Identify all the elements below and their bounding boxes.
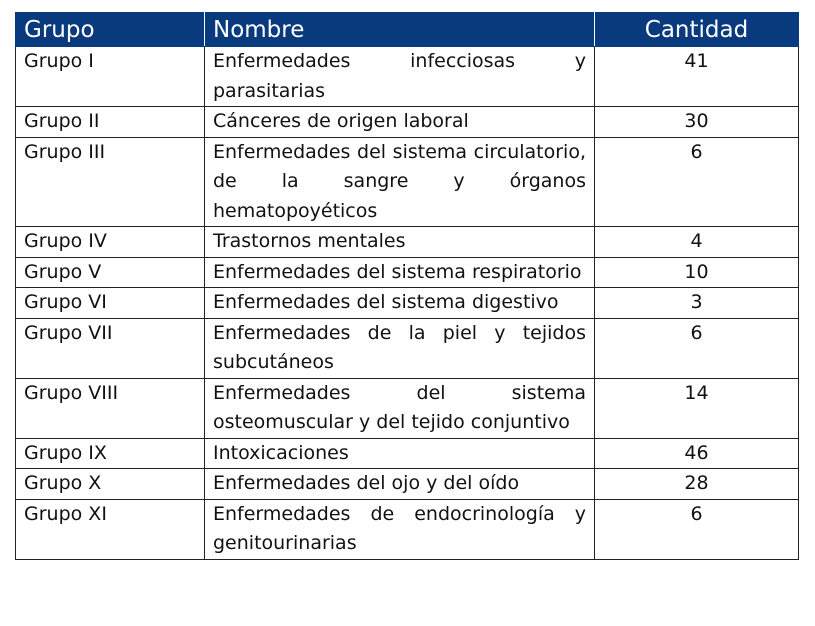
header-row [16,13,799,47]
table-row [16,137,799,227]
name-cell: Cánceres de origen laboral [205,107,595,138]
table-header [16,13,799,47]
group-cell: Grupo VII [16,318,205,378]
name-cell: Trastornos mentales [205,227,595,258]
name-cell: Enfermedades del ojo y del oído [205,469,595,500]
name-cell: Intoxicaciones [205,438,595,469]
header-name: Nombre [205,13,595,47]
group-cell: Grupo V [16,257,205,288]
name-cell: Enfermedades del sistema osteomuscular y del tejido conjuntivo [205,378,595,438]
table-row [16,257,799,288]
group-cell: Grupo XI [16,499,205,559]
table-row [16,288,799,319]
table-row [16,227,799,258]
table-row [16,499,799,559]
name-cell: Enfermedades infecciosas y parasitarias [205,47,595,107]
group-cell: Grupo X [16,469,205,500]
quantity-cell: 14 [595,378,799,438]
quantity-cell: 6 [595,499,799,559]
header-group: Grupo [16,13,205,47]
group-cell: Grupo III [16,137,205,227]
quantity-cell: 46 [595,438,799,469]
name-cell: Enfermedades de endocrinología y genitourinarias [205,499,595,559]
group-cell: Grupo IV [16,227,205,258]
name-cell: Enfermedades del sistema respiratorio [205,257,595,288]
group-cell: Grupo II [16,107,205,138]
table-row [16,378,799,438]
table-row [16,47,799,107]
name-cell: Enfermedades del sistema digestivo [205,288,595,319]
header-quantity: Cantidad [595,13,799,47]
quantity-cell: 10 [595,257,799,288]
table-row [16,107,799,138]
table-row [16,438,799,469]
quantity-cell: 6 [595,318,799,378]
quantity-cell: 41 [595,47,799,107]
quantity-cell: 4 [595,227,799,258]
table-row [16,469,799,500]
name-cell: Enfermedades de la piel y tejidos subcutáneos [205,318,595,378]
table-row [16,318,799,378]
quantity-cell: 3 [595,288,799,319]
table-body [16,47,799,560]
name-cell: Enfermedades del sistema circulatorio, de la sangre y órganos hematopoyéticos [205,137,595,227]
disease-groups-table [15,12,799,560]
quantity-cell: 6 [595,137,799,227]
group-cell: Grupo I [16,47,205,107]
group-cell: Grupo IX [16,438,205,469]
quantity-cell: 30 [595,107,799,138]
group-cell: Grupo VIII [16,378,205,438]
group-cell: Grupo VI [16,288,205,319]
quantity-cell: 28 [595,469,799,500]
